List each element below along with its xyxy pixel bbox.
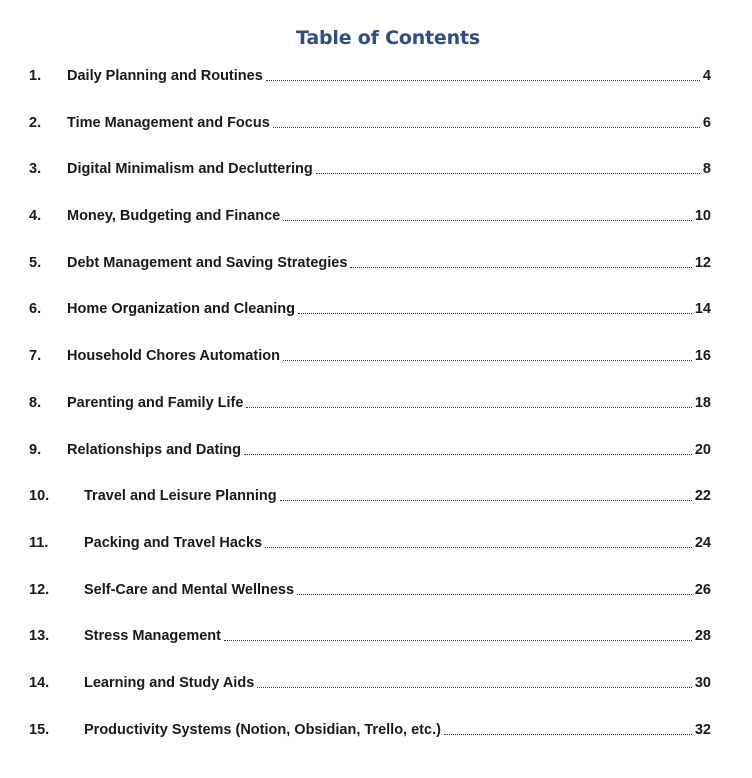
toc-entry-number: 13. (29, 628, 50, 645)
toc-entry-page-number[interactable]: 10 (694, 208, 711, 225)
toc-entry-number: 14. (29, 674, 50, 691)
toc-entry[interactable] (29, 111, 711, 158)
toc-entry-number: 2. (29, 114, 42, 131)
toc-entry-title[interactable]: Digital Minimalism and Decluttering (67, 161, 313, 178)
toc-entry-number: 15. (29, 721, 50, 738)
toc-entry-page-number[interactable]: 8 (702, 161, 711, 178)
toc-entry-title[interactable]: Debt Management and Saving Strategies (67, 254, 348, 271)
toc-entry-page-number[interactable]: 22 (694, 488, 711, 505)
toc-entry-number: 10. (29, 488, 50, 505)
toc-dot-leader (444, 718, 692, 735)
toc-entry-number: 8. (29, 394, 42, 411)
toc-entry-page-number[interactable]: 4 (702, 68, 711, 84)
toc-entry-number: 3. (29, 161, 42, 178)
toc-entry-title[interactable]: Time Management and Focus (67, 114, 270, 131)
toc-entry-title[interactable]: Relationships and Dating (67, 441, 242, 458)
toc-entry-page-number[interactable]: 32 (694, 721, 711, 738)
toc-dot-leader (246, 391, 691, 408)
toc-entry[interactable] (29, 718, 711, 765)
toc-dot-leader (244, 438, 692, 455)
toc-entry-number: 7. (29, 348, 42, 365)
toc-dot-leader (297, 578, 692, 595)
toc-entry-page-number[interactable]: 24 (694, 534, 711, 551)
toc-entry-number: 5. (29, 254, 42, 271)
toc-entry-number: 11. (29, 534, 49, 551)
toc-dot-leader (298, 297, 692, 314)
toc-entry-page-number[interactable]: 20 (694, 441, 711, 458)
toc-entry[interactable] (29, 157, 711, 204)
toc-entry-page-number[interactable]: 18 (694, 394, 711, 411)
toc-entry[interactable] (29, 251, 711, 298)
toc-entry-page-number[interactable]: 26 (694, 581, 711, 598)
toc-dot-leader (273, 111, 700, 128)
toc-dot-leader (257, 671, 692, 688)
toc-entry[interactable] (29, 204, 711, 251)
toc-entry[interactable] (29, 344, 711, 391)
toc-entry-page-number[interactable]: 6 (702, 114, 711, 131)
toc-entry[interactable] (29, 531, 711, 578)
toc-entry[interactable] (29, 484, 711, 531)
toc-entry[interactable] (29, 578, 711, 625)
toc-entry-title[interactable]: Learning and Study Aids (84, 674, 255, 691)
toc-entry-page-number[interactable]: 28 (694, 628, 711, 645)
toc-entry-title[interactable]: Packing and Travel Hacks (84, 534, 263, 551)
toc-entry[interactable] (29, 438, 711, 485)
toc-entry-page-number[interactable]: 16 (694, 348, 711, 365)
toc-entry-title[interactable]: Household Chores Automation (67, 348, 280, 365)
toc-dot-leader (266, 64, 700, 81)
toc-entry[interactable] (29, 671, 711, 718)
toc-dot-leader (316, 157, 700, 174)
toc-entry-title[interactable]: Daily Planning and Routines (67, 68, 263, 84)
toc-entry[interactable] (29, 297, 711, 344)
toc-entry-number: 4. (29, 208, 42, 225)
toc-entry[interactable] (29, 391, 711, 438)
toc-dot-leader (283, 344, 692, 361)
toc-entry-page-number[interactable]: 30 (694, 674, 711, 691)
toc-entry-number: 1. (29, 68, 42, 84)
toc-entry-title[interactable]: Travel and Leisure Planning (84, 488, 277, 505)
toc-dot-leader (280, 484, 692, 501)
toc-entry-title[interactable]: Money, Budgeting and Finance (67, 208, 281, 225)
toc-entry-title[interactable]: Home Organization and Cleaning (67, 301, 295, 318)
toc-list (29, 64, 711, 764)
toc-entry[interactable] (29, 624, 711, 671)
toc-dot-leader (224, 624, 692, 641)
toc-dot-leader (265, 531, 692, 548)
toc-entry-number: 6. (29, 301, 42, 318)
toc-dot-leader (283, 204, 692, 221)
toc-entry-title[interactable]: Stress Management (84, 628, 221, 645)
toc-entry-title[interactable]: Productivity Systems (Notion, Obsidian, Trello, etc.) (84, 721, 441, 738)
toc-entry[interactable] (29, 64, 711, 111)
toc-entry-number: 9. (29, 441, 42, 458)
toc-entry-number: 12. (29, 581, 50, 598)
toc-entry-page-number[interactable]: 14 (694, 301, 711, 318)
toc-entry-page-number[interactable]: 12 (694, 254, 711, 271)
toc-dot-leader (350, 251, 691, 268)
toc-entry-title[interactable]: Self-Care and Mental Wellness (84, 581, 295, 598)
toc-entry-title[interactable]: Parenting and Family Life (67, 394, 244, 411)
toc-heading: Table of Contents (296, 27, 480, 49)
